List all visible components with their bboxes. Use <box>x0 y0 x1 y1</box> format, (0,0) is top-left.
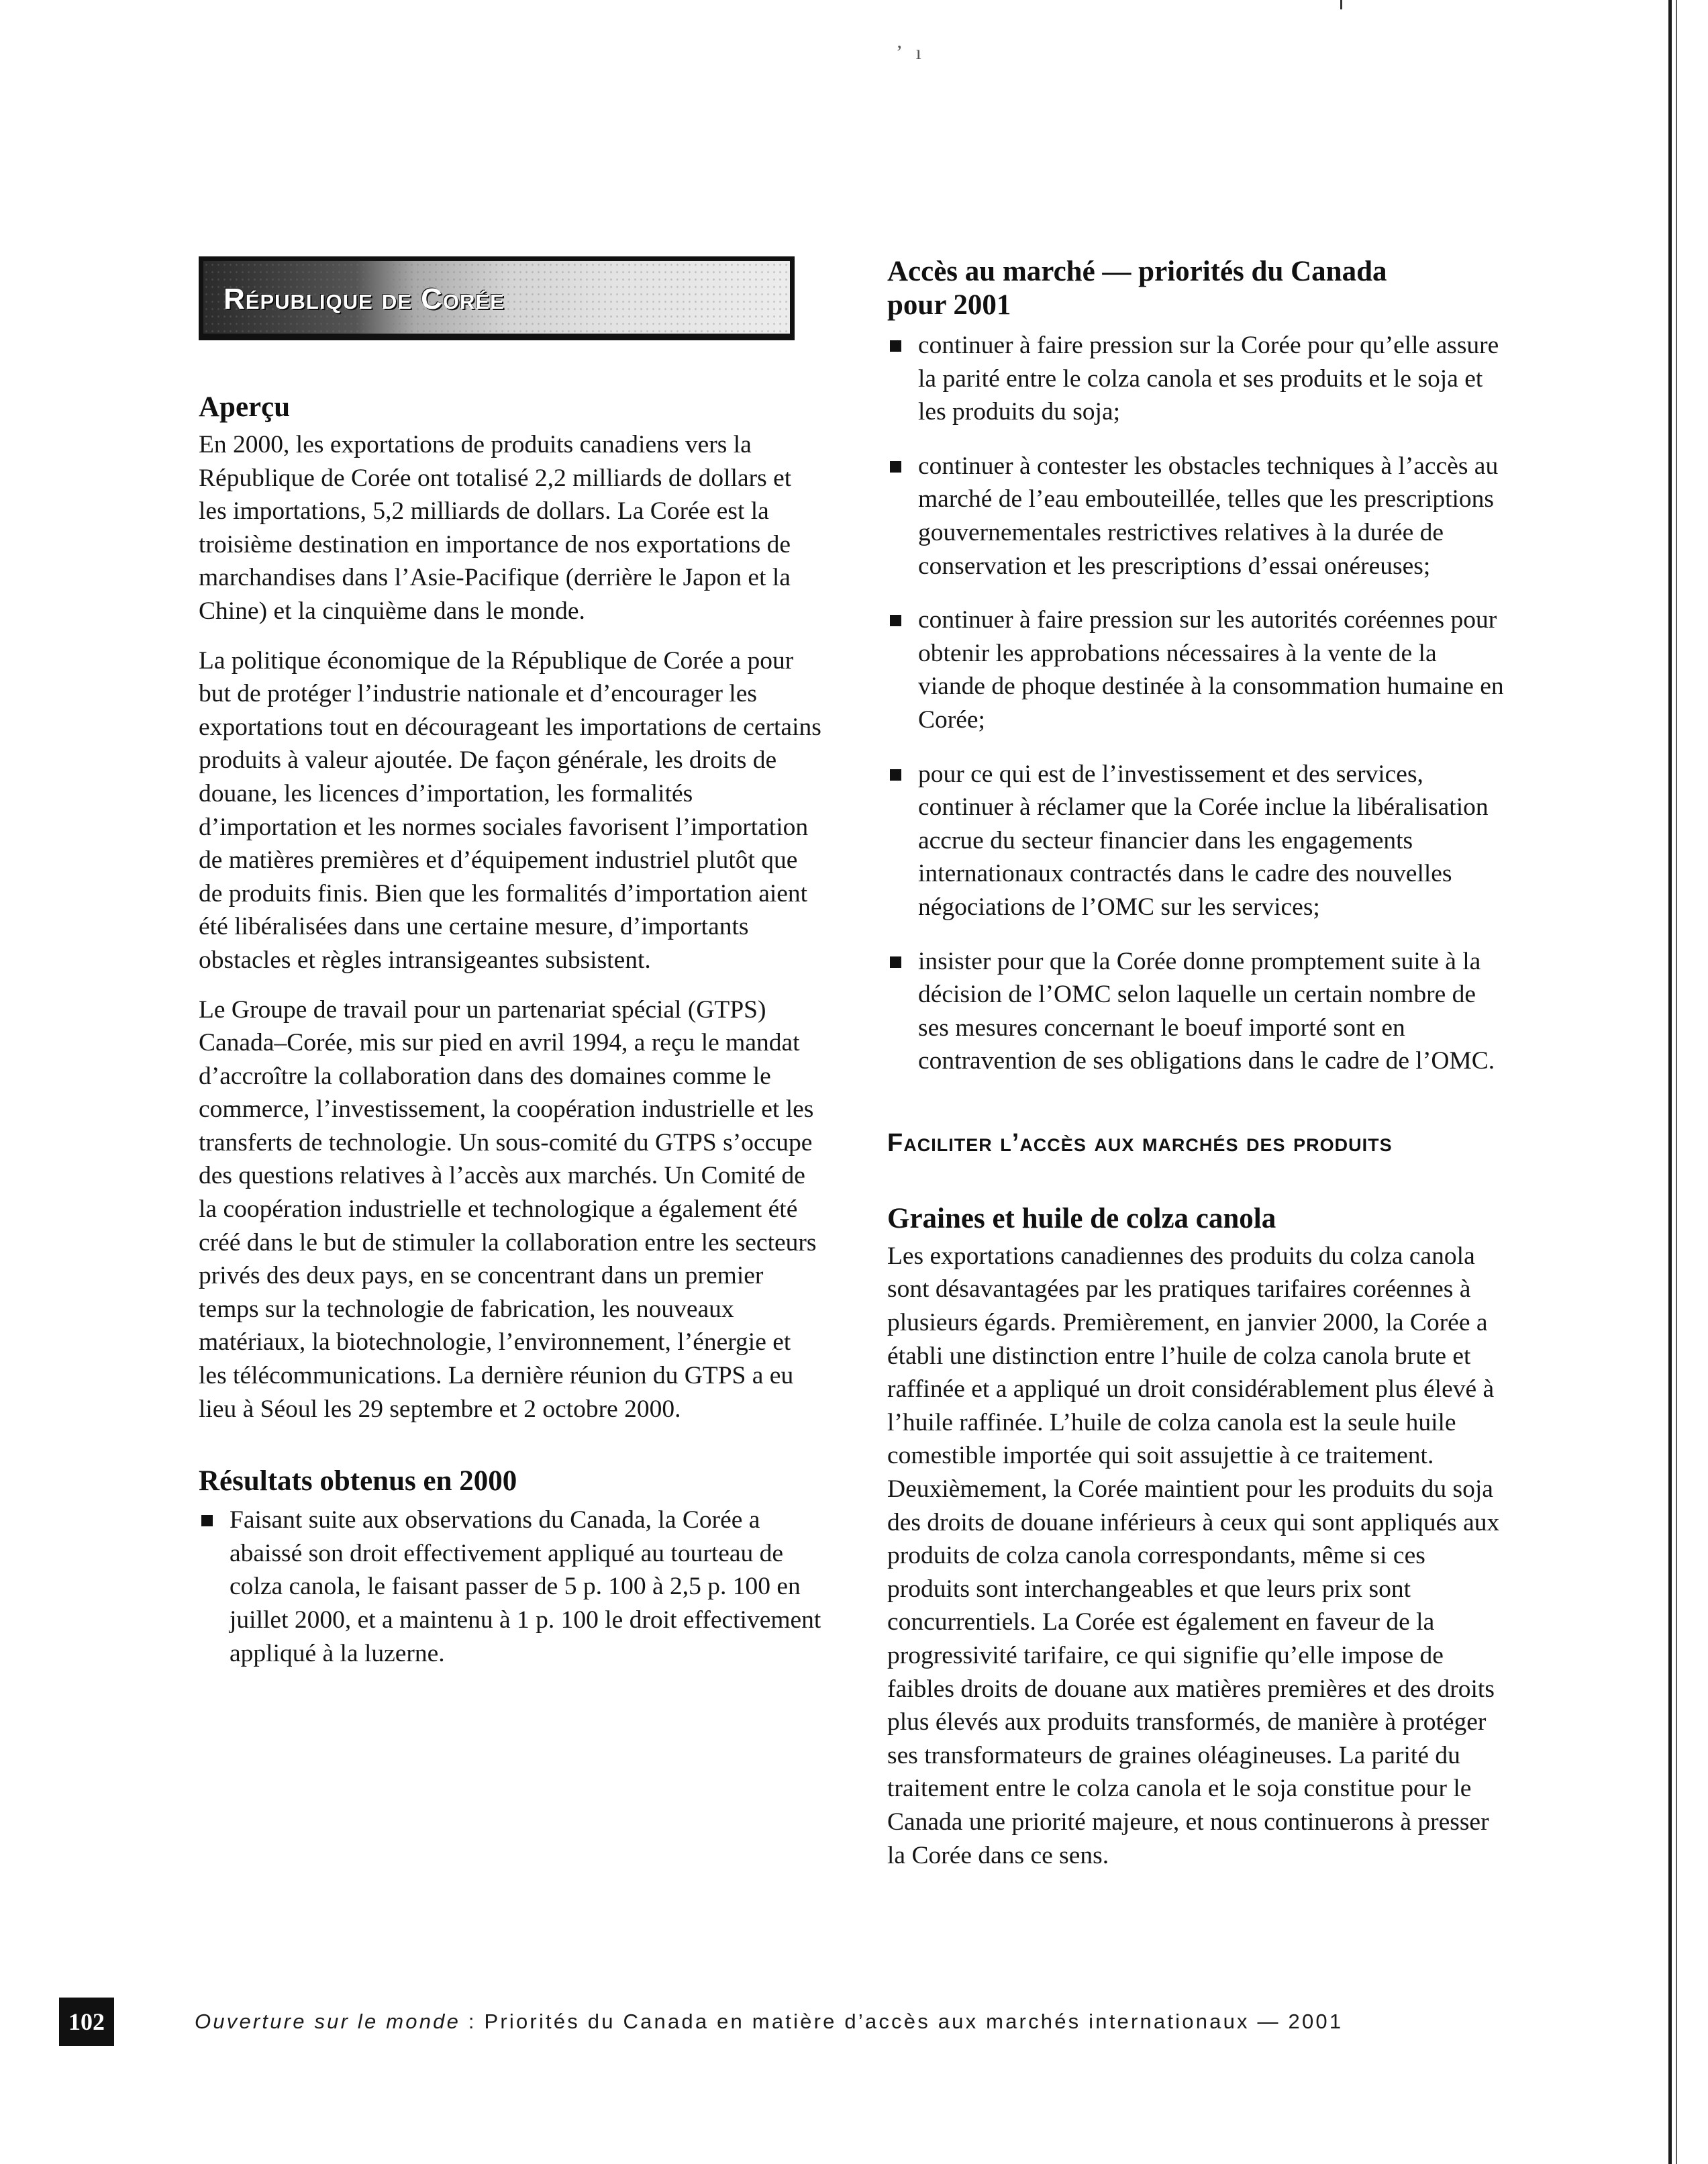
priority-item <box>887 450 1505 583</box>
canola-paragraph: Les exportations canadiennes des produits du colza canola sont désavantagées par les pratiques tarifaires coréennes à plusieurs égards. Premièrement, en janvier 2000, la Corée a établi une distinction entre l’huile de colza canola brute et raffinée et a appliqué un droit considérablement plus élevé à l’huile raffinée. L’huile de colza canola est la seule huile comestible importée qui soit assujettie à ce traitement. Deuxièmement, la Corée maintient pour les produits du soja des droits de douane inférieurs à ceux qui sont appliqués aux produits de colza canola correspondants, même si ces produits sont interchangeables et que leurs prix sont concurrentiels. La Corée est également en faveur de la progressivité tarifaire, ce qui signifie qu’elle impose de faibles droits de douane aux matières premières et des droits plus élevés aux produits transformés, de manière à protéger ses transformateurs de graines oléagineuses. La parité du traitement entre le colza canola et le soja constitue pour le Canada une priorité majeure, et nous continuerons à presser la Corée dans ce sens. <box>887 1242 1500 1869</box>
footer-title-italic: Ouverture sur le monde <box>195 2010 461 2033</box>
bullet-square-icon <box>890 769 901 781</box>
page-number: 102 <box>59 1998 114 2046</box>
scan-artifact-mark: ʼ ı <box>896 42 925 64</box>
bullet-square-icon <box>890 615 901 626</box>
country-title: République de Corée <box>223 283 505 315</box>
priority-item-text: insister pour que la Corée donne promptement suite à la décision de l’OMC selon laquelle un certain nombre de ses mesures concernant le boeuf importé sont en contravention de ses obligations dans le cadre de l’OMC. <box>918 947 1495 1075</box>
bullet-square-icon <box>890 956 901 968</box>
priority-item <box>887 603 1505 736</box>
left-column <box>199 256 823 1691</box>
priority-item-text: continuer à contester les obstacles techniques à l’accès au marché de l’eau embouteillée, telles que les prescriptions gouvernementales restrictives relatives à la durée de conservation et les prescriptions d’essai onéreuses; <box>918 452 1499 580</box>
results-heading: Résultats obtenus en 2000 <box>199 1465 517 1497</box>
apercu-paragraph-2: La politique économique de la République de Corée a pour but de protéger l’industrie nationale et d’encourager les exportations tout en décourageant les importations de certains produits à valeur ajoutée. De façon générale, les droits de douane, les licences d’importation, les formalités d’importation et les normes sociales favorisent l’importation de matières premières et d’équipement industriel plutôt que de produits finis. Bien que les formalités d’importation aient été libéralisées dans une certaine mesure, d’importants obstacles et règles intransigeantes subsistent. <box>199 646 821 974</box>
priorities-heading: Accès au marché — priorités du Canada pour 2001 <box>887 256 1387 321</box>
results-list <box>199 1504 823 1670</box>
results-item <box>199 1504 823 1670</box>
canola-heading: Graines et huile de colza canola <box>887 1202 1276 1234</box>
priority-item <box>887 758 1505 924</box>
priorities-list <box>887 329 1505 1078</box>
bullet-square-icon <box>201 1515 213 1526</box>
priority-item-text: continuer à faire pression sur la Corée pour qu’elle assure la parité entre le colza canola et ses produits et le soja et les produits du soja; <box>918 332 1499 426</box>
bullet-square-icon <box>890 340 901 352</box>
results-item-text: Faisant suite aux observations du Canada, la Corée a abaissé son droit effectivement appliqué au tourteau de colza canola, le faisant passer de 5 p. 100 à 2,5 p. 100 en juillet 2000, et a maintenu à 1 p. 100 le droit effectivement appliqué à la luzerne. <box>230 1506 821 1667</box>
apercu-paragraph-1: En 2000, les exportations de produits canadiens vers la République de Corée ont totalisé 2,2 milliards de dollars et les importations, 5,2 milliards de dollars. La Corée est la troisième destination en importance de nos exportations de marchandises dans l’Asie-Pacifique (derrière le Japon et la Chine) et la cinquième dans le monde. <box>199 431 792 625</box>
section-heading: Faciliter l’accès aux marchés des produits <box>887 1128 1393 1157</box>
apercu-paragraph-3: Le Groupe de travail pour un partenariat spécial (GTPS) Canada–Corée, mis sur pied en avril 1994, a reçu le mandat d’accroître la collaboration dans des domaines comme le commerce, l’investissement, la coopération industrielle et les transferts de technologie. Un sous-comité du GTPS s’occupe des questions relatives à l’accès aux marchés. Un Comité de la coopération industrielle et technologique a également été créé dans le but de stimuler la collaboration entre les secteurs privés des deux pays, en se concentrant dans un premier temps sur la technologie de fabrication, les nouveaux matériaux, la biotechnologie, l’environnement, l’énergie et les télécommunications. La dernière réunion du GTPS a eu lieu à Séoul les 29 septembre et 2 octobre 2000. <box>199 995 817 1423</box>
right-column <box>887 255 1505 1872</box>
priority-item <box>887 329 1505 429</box>
scan-tick-mark <box>1340 0 1342 9</box>
priority-item <box>887 945 1505 1078</box>
scan-edge-line <box>1668 0 1672 2164</box>
apercu-heading: Aperçu <box>199 391 291 423</box>
priority-item-text: pour ce qui est de l’investissement et des services, continuer à réclamer que la Corée inclue la libéralisation accrue du secteur financier dans les engagements internationaux contractés dans le cadre des nouvelles négociations de l’OMC sur les services; <box>918 760 1489 921</box>
country-banner <box>199 256 795 340</box>
bullet-square-icon <box>890 461 901 473</box>
running-footer <box>195 2010 1483 2034</box>
scan-edge-line-secondary <box>1676 0 1677 2164</box>
footer-title-rest: : Priorités du Canada en matière d’accès aux marchés internationaux — 2001 <box>460 2010 1344 2033</box>
priority-item-text: continuer à faire pression sur les autorités coréennes pour obtenir les approbations nécessaires à la vente de la viande de phoque destinée à la consommation humaine en Corée; <box>918 606 1504 734</box>
